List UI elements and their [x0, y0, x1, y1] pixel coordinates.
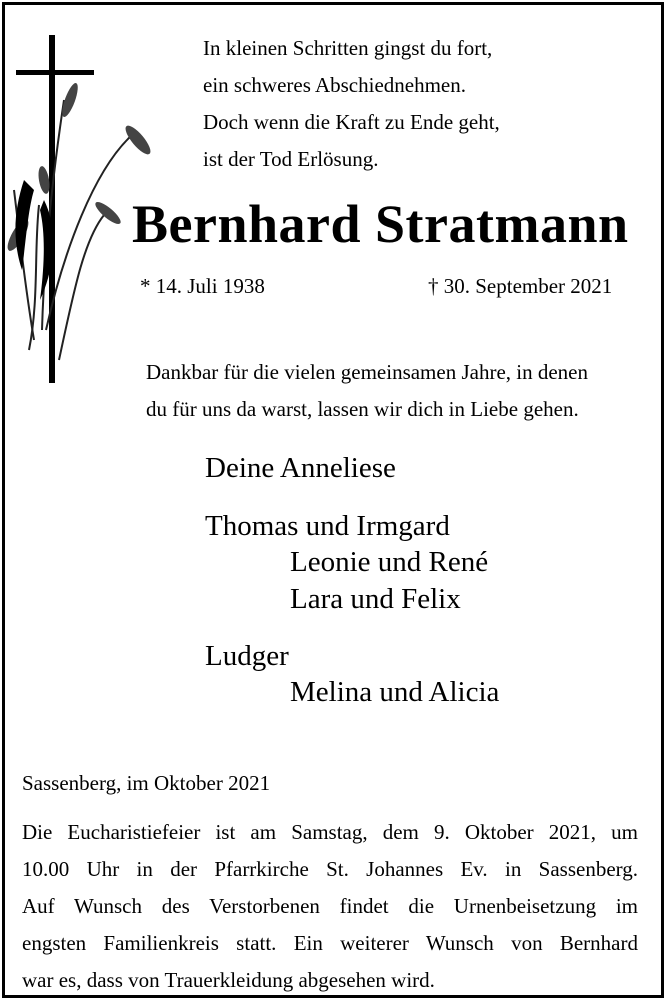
- deceased-name: Bernhard Stratmann: [132, 194, 629, 254]
- notice-line: Auf Wunsch des Verstorbenen findet die Urnenbeisetzung im: [22, 894, 638, 918]
- birth-date: * 14. Juli 1938: [140, 274, 265, 298]
- mourner-name: Leonie und René: [290, 546, 489, 578]
- death-date: † 30. September 2021: [428, 274, 613, 298]
- motto-line: ist der Tod Erlösung.: [203, 147, 379, 171]
- mourner-name: Melina und Alicia: [290, 676, 500, 708]
- service-notice: [22, 814, 638, 999]
- motto-verse: [203, 30, 500, 178]
- motto-line: In kleinen Schritten gingst du fort,: [203, 36, 493, 60]
- notice-line: engsten Familienkreis statt. Ein weiterer Wunsch von Bernhard: [22, 931, 638, 955]
- thanks-line: Dankbar für die vielen gemeinsamen Jahre, in denen: [146, 360, 588, 384]
- notice-line: Die Eucharistiefeier ist am Samstag, dem 9. Oktober 2021, um: [22, 820, 638, 844]
- mourner-name: Thomas und Irmgard: [205, 510, 450, 542]
- notice-line: 10.00 Uhr in der Pfarrkirche St. Johannes Ev. in Sassenberg.: [22, 857, 638, 881]
- place-date: Sassenberg, im Oktober 2021: [22, 771, 271, 795]
- motto-line: Doch wenn die Kraft zu Ende geht,: [203, 110, 500, 134]
- motto-line: ein schweres Abschiednehmen.: [203, 73, 467, 97]
- notice-line: war es, dass von Trauerkleidung abgesehen wird.: [22, 968, 435, 992]
- mourner-name: Deine Anneliese: [205, 452, 396, 484]
- thanks-text: [146, 354, 588, 428]
- mourner-name: Lara und Felix: [290, 583, 461, 615]
- thanks-line: du für uns da warst, lassen wir dich in Liebe gehen.: [146, 397, 579, 421]
- mourner-name: Ludger: [205, 640, 289, 672]
